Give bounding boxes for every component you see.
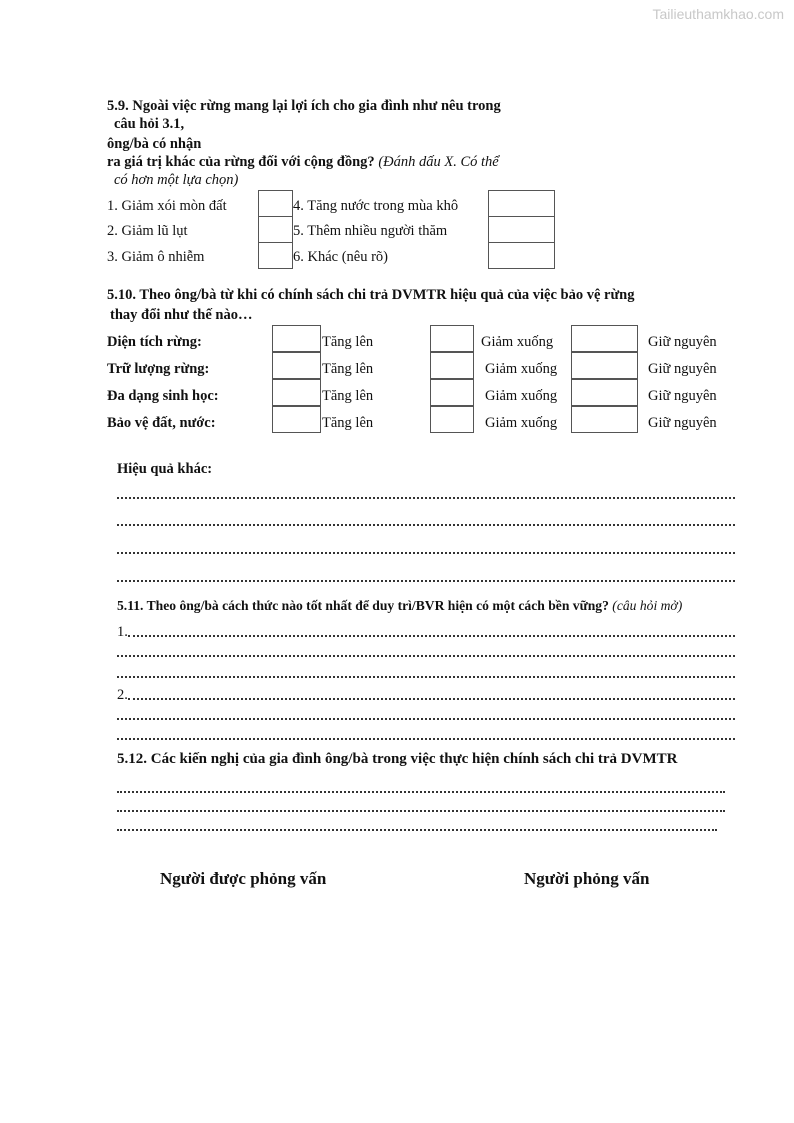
checkbox-increase[interactable] [272,352,321,379]
choice-label: Giảm xuống [485,388,558,404]
answer-line[interactable] [117,810,725,812]
choice-label: Giữ nguyên [648,388,717,404]
q59-option-4: 4. Tăng nước trong mùa khô [293,198,459,214]
q59-option-1: 1. Giảm xói mòn đất [107,198,227,214]
choice-label: Giảm xuống [481,334,554,350]
answer-line[interactable] [117,552,735,554]
answer-line[interactable] [117,829,717,831]
q59-note: có hơn một lựa chọn) [114,172,239,188]
checkbox-increase[interactable] [272,406,321,433]
checkbox-unchanged[interactable] [571,406,638,433]
q59-option-5: 5. Thêm nhiều người thăm [293,223,448,239]
answer-line[interactable] [117,718,735,720]
checkbox-option-4[interactable] [488,190,555,217]
checkbox-increase[interactable] [272,325,321,352]
answer-line[interactable] [128,698,735,700]
checkbox-option-1[interactable] [258,190,293,217]
choice-label: Tăng lên [322,334,374,350]
interviewer-signature-label: Người phỏng vấn [524,869,650,888]
checkbox-option-3[interactable] [258,242,293,269]
other-effects-label: Hiệu quả khác: [117,461,213,477]
checkbox-option-5[interactable] [488,216,555,243]
q510-row-label: Trữ lượng rừng: [107,361,210,377]
answer-line[interactable] [117,791,725,793]
choice-label: Tăng lên [322,415,374,431]
checkbox-decrease[interactable] [430,325,474,352]
checkbox-option-6[interactable] [488,242,555,269]
checkbox-decrease[interactable] [430,379,474,406]
checkbox-unchanged[interactable] [571,379,638,406]
choice-label: Giữ nguyên [648,334,717,350]
checkbox-unchanged[interactable] [571,325,638,352]
choice-label: Tăng lên [322,361,374,377]
checkbox-increase[interactable] [272,379,321,406]
checkbox-option-2[interactable] [258,216,293,243]
interviewee-signature-label: Người được phỏng vấn [160,869,327,888]
answer-line[interactable] [117,524,735,526]
q59-title-line-4: ra giá trị khác của rừng đối với cộng đồng? (Đánh dấu X. Có thể [107,154,499,170]
q510-title: 5.10. Theo ông/bà từ khi có chính sách chi trả DVMTR hiệu quả của việc bảo vệ rừng [107,287,635,303]
item-1-number: 1. [117,624,128,640]
q59-title-line-2: câu hỏi 3.1, [114,116,185,132]
q59-option-2: 2. Giảm lũ lụt [107,223,188,239]
q59-option-6: 6. Khác (nêu rõ) [293,249,389,265]
answer-line[interactable] [117,655,735,657]
choice-label: Giảm xuống [485,361,558,377]
q59-option-3: 3. Giảm ô nhiễm [107,249,205,265]
answer-line[interactable] [117,738,735,740]
q510-row-label: Bảo vệ đất, nước: [107,415,216,431]
choice-label: Tăng lên [322,388,374,404]
checkbox-unchanged[interactable] [571,352,638,379]
q510-row-label: Diện tích rừng: [107,334,202,350]
item-2-number: 2. [117,687,128,703]
q510-row-label: Đa dạng sinh học: [107,388,219,404]
watermark: Tailieuthamkhao.com [652,6,784,22]
choice-label: Giảm xuống [485,415,558,431]
answer-line[interactable] [117,580,735,582]
q59-title-line-1: 5.9. Ngoài việc rừng mang lại lợi ích cho gia đình như nêu trong [107,98,501,114]
answer-line[interactable] [128,635,735,637]
q59-title-line-3: ông/bà có nhận [107,136,202,152]
choice-label: Giữ nguyên [648,361,717,377]
checkbox-decrease[interactable] [430,352,474,379]
q510-title-cont: thay đổi như thế nào… [110,307,253,323]
q512-title: 5.12. Các kiến nghị của gia đình ông/bà trong việc thực hiện chính sách chi trả DVMTR [117,751,678,767]
q511-title: 5.11. Theo ông/bà cách thức nào tốt nhất để duy trì/BVR hiện có một cách bền vững? (câu hỏi mở) [117,598,683,613]
checkbox-decrease[interactable] [430,406,474,433]
choice-label: Giữ nguyên [648,415,717,431]
answer-line[interactable] [117,676,735,678]
answer-line[interactable] [117,497,735,499]
